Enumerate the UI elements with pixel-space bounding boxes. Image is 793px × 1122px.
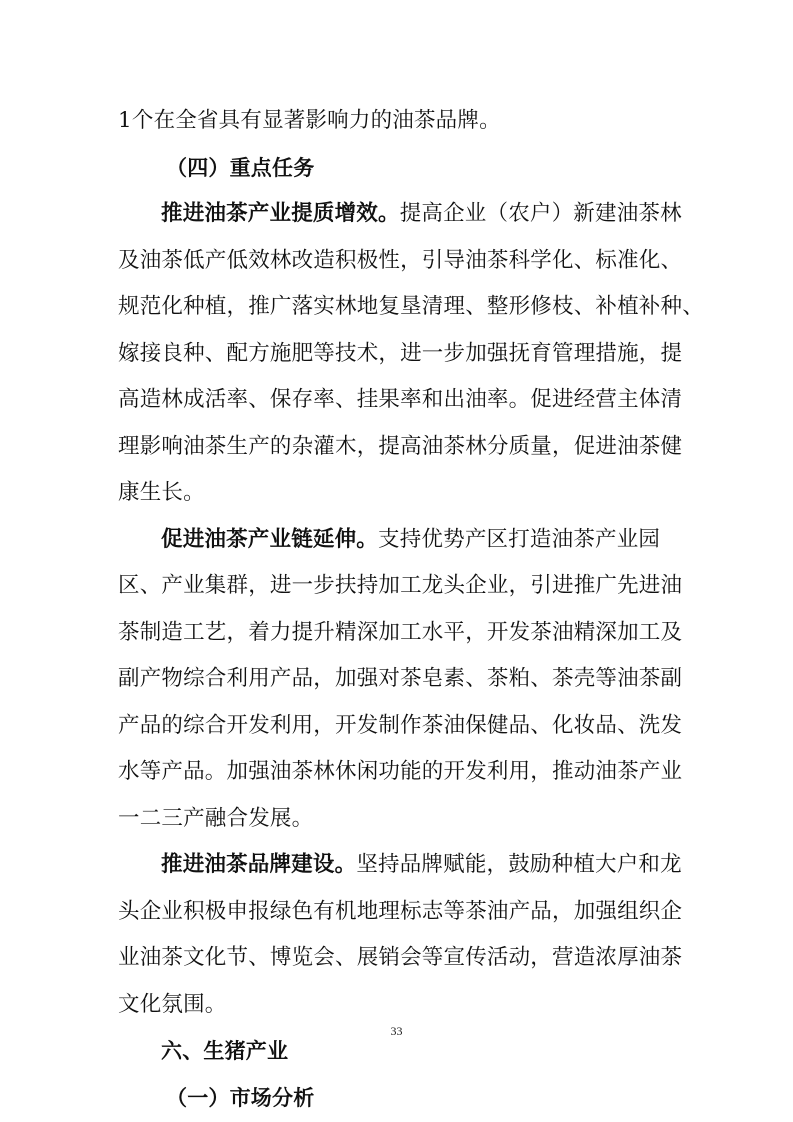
page-number: 33 [390,1024,403,1038]
document-body [118,98,704,1121]
paragraph-line [118,982,676,1029]
line-text: 产品的综合开发利用，开发制作茶油保健品、化妆品、洗发 [118,712,683,738]
section-heading-market-analysis [118,1075,676,1122]
line-text: 嫁接良种、配方施肥等技术，进一步加强抚育管理措施，提 [118,340,683,366]
paragraph-line [118,517,676,564]
paragraph-line [118,610,683,657]
paragraph-line [118,377,683,424]
paragraph-lead-bold: 推进油茶产业提质增效。 [161,201,400,226]
line-text: 1个在全省具有显著影响力的油茶品牌。 [118,108,501,133]
paragraph-line [118,238,683,285]
paragraph-line [118,563,683,610]
paragraph-line [118,331,683,378]
line-text: 坚持品牌赋能，鼓励种植大户和龙 [356,852,682,877]
paragraph-lead-bold: 促进油茶产业链延伸。 [161,526,379,552]
line-text: 水等产品。加强油茶林休闲功能的开发利用，推动油茶产业 [118,759,683,784]
paragraph-line [118,935,683,982]
line-text: 提高企业（农户）新建油茶林 [399,201,682,226]
paragraph-line [118,796,676,843]
line-text: 业油茶文化节、博览会、展销会等宣传活动，营造浓厚油茶 [118,945,683,970]
line-text: 区、产业集群，进一步扶持加工龙头企业，引进推广先进油 [118,573,683,598]
paragraph-line [118,424,683,471]
line-text: 茶制造工艺，着力提升精深加工水平，开发茶油精深加工及 [118,619,683,645]
line-text: 及油茶低产低效林改造积极性，引导油茶科学化、标准化、 [118,247,683,273]
line-text: 高造林成活率、保存率、挂果率和出油率。促进经营主体清 [118,387,683,412]
line-text: 康生长。 [118,480,205,505]
heading-text: （一）市场分析 [166,1085,315,1110]
line-text: 头企业积极申报绿色有机地理标志等茶油产品，加强组织企 [118,898,683,924]
paragraph-line [118,191,682,238]
paragraph-line [118,284,704,331]
line-text: 规范化种植，推广落实林地复垦清理、整形修枝、补植补种、 [118,294,704,319]
paragraph-line [118,703,683,750]
line-text: 支持优势产区打造油茶产业园 [378,526,661,552]
paragraph-line [118,470,676,517]
line-text: 副产物综合利用产品，加强对茶皂素、茶粕、茶壳等油茶副 [118,666,683,691]
paragraph-lead-bold: 推进油茶品牌建设。 [161,852,357,877]
paragraph-line [118,889,683,936]
line-text: 文化氛围。 [118,991,227,1017]
paragraph-line [118,842,682,889]
paragraph-line [118,656,683,703]
heading-text: （四）重点任务 [166,155,315,180]
section-heading-key-tasks [118,145,676,192]
paragraph-line [118,749,683,796]
line-text: 一二三产融合发展。 [118,805,314,831]
line-text: 理影响油茶生产的杂灌木，提高油茶林分质量，促进油茶健 [118,433,683,459]
paragraph-line [118,98,676,145]
heading-text: 六、生猪产业 [161,1039,289,1063]
